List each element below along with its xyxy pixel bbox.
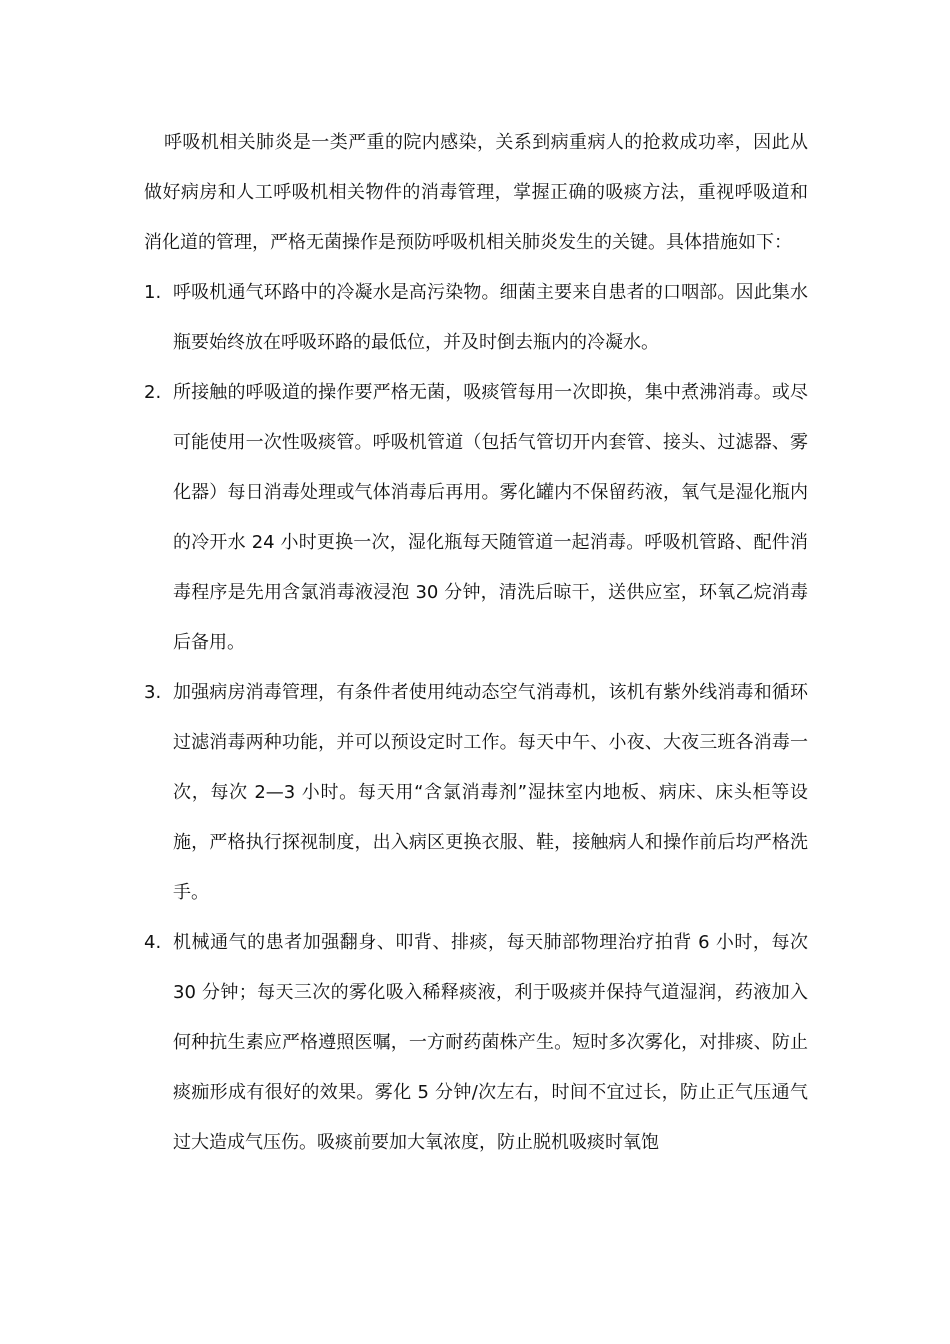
intro-paragraph: 呼吸机相关肺炎是一类严重的院内感染，关系到病重病人的抢救成功率，因此从做好病房和人工呼吸机相关物件的消毒管理，掌握正确的吸痰方法，重视呼吸道和消化道的管理，严格无菌操作是预防呼吸机相关肺炎发生的关键。具体措施如下： — [144, 132, 808, 253]
list-item — [144, 268, 808, 368]
list-item-text: 机械通气的患者加强翻身、叩背、排痰，每天肺部物理治疗拍背 6 小时，每次 30 分钟；每天三次的雾化吸入稀释痰液，利于吸痰并保持气道湿润，药液加入何种抗生素应严格遵照医嘱，一方耐药菌株产生。短时多次雾化，对排痰、防止痰痂形成有很好的效果。雾化 5 分钟/次左右，时间不宜过长，防止正气压通气过大造成气压伤。吸痰前要加大氧浓度，防止脱机吸痰时氧饱 — [173, 932, 808, 1153]
list-item-number: 1. — [144, 282, 162, 303]
list-item-number: 4. — [144, 932, 162, 953]
document-body — [144, 118, 808, 1168]
list-item — [144, 918, 808, 1168]
list-item-text: 呼吸机通气环路中的冷凝水是高污染物。细菌主要来自患者的口咽部。因此集水瓶要始终放在呼吸环路的最低位，并及时倒去瓶内的冷凝水。 — [173, 282, 808, 353]
measures-list — [144, 268, 808, 1168]
list-item-text: 所接触的呼吸道的操作要严格无菌，吸痰管每用一次即换，集中煮沸消毒。或尽可能使用一次性吸痰管。呼吸机管道（包括气管切开内套管、接头、过滤器、雾化器）每日消毒处理或气体消毒后再用。雾化罐内不保留药液，氧气是湿化瓶内的冷开水 24 小时更换一次，湿化瓶每天随管道一起消毒。呼吸机管路、配件消毒程序是先用含氯消毒液浸泡 30 分钟，清洗后晾干，送供应室，环氧乙烷消毒后备用。 — [173, 382, 808, 653]
list-item-number: 3. — [144, 682, 162, 703]
list-item-text: 加强病房消毒管理，有条件者使用纯动态空气消毒机，该机有紫外线消毒和循环过滤消毒两种功能，并可以预设定时工作。每天中午、小夜、大夜三班各消毒一次，每次 2—3 小时。每天用“含氯消毒剂”湿抹室内地板、病床、床头柜等设施，严格执行探视制度，出入病区更换衣服、鞋，接触病人和操作前后均严格洗手。 — [173, 682, 808, 903]
list-item — [144, 368, 808, 668]
list-item-number: 2. — [144, 382, 162, 403]
list-item — [144, 668, 808, 918]
